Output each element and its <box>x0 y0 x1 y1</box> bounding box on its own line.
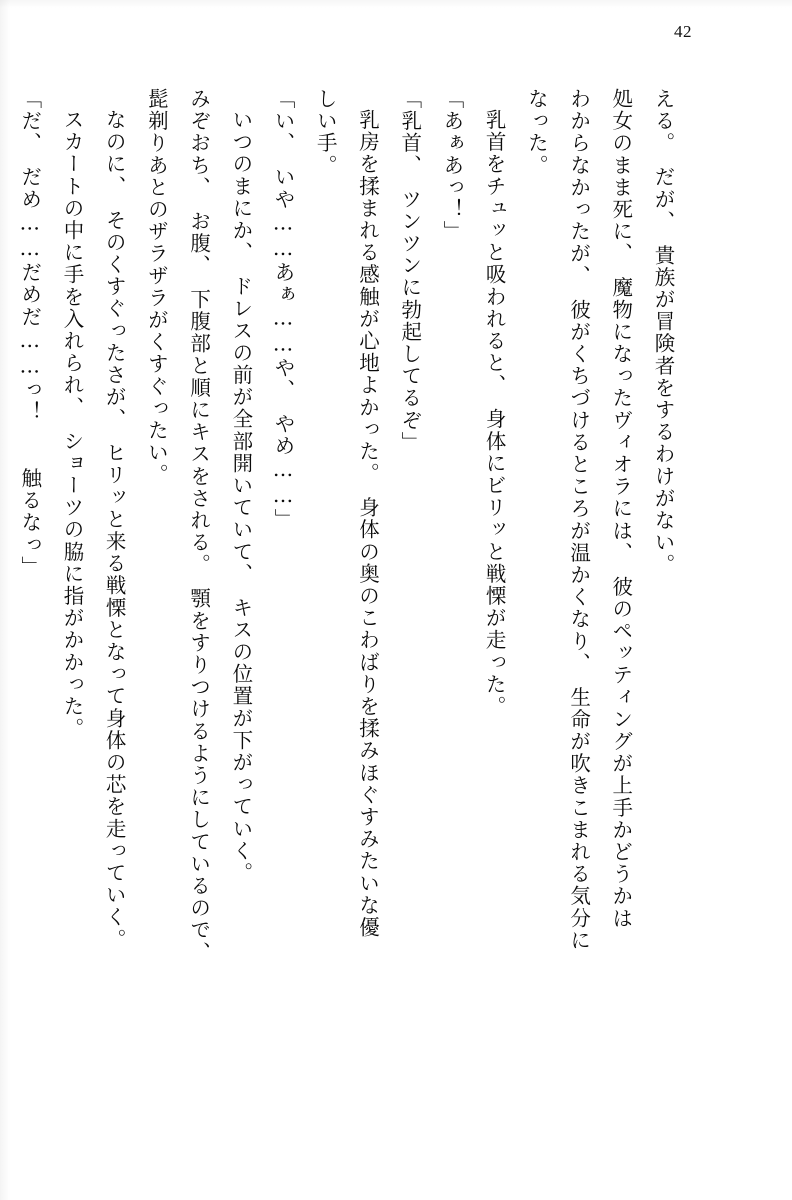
paragraph: わからなかったが、 彼がくちづけるところが温かくなり、 生命が吹きこまれる気分に <box>566 88 591 952</box>
paragraph <box>0 88 9 1146</box>
paragraph: スカートの中に手を入れられ、 ショーツの脇に指がかかった。 <box>59 108 84 740</box>
paragraph: 乳首をチュッと吸われると、 身体にビリッと戦慄が走った。 <box>482 108 507 718</box>
paragraph: 乳房を揉まれる感触が心地よかった。 身体の奥のこわばりを揉みほぐすみたいな優 <box>355 108 380 939</box>
paragraph: 髭剃りあとのザラザラがくすぐったい。 <box>144 88 169 486</box>
paragraph: いつのまにか、 ドレスの前が全部開いていて、 キスの位置が下がっていく。 <box>228 108 253 884</box>
paragraph: える。 だが、 貴族が冒険者をするわけがない。 <box>651 88 675 576</box>
paragraph: 「い、 いや……あぁ……や、 やめ……」 <box>271 88 296 531</box>
page-edge-shadow-top <box>0 0 792 8</box>
paragraph: なのに、 そのくすぐったさが、 ヒリッと来る戦慄となって身体の芯を走っていく。 <box>102 108 127 950</box>
paragraph: 「だ、 だめ……だめだ……っ！ 触るなっ」 <box>17 88 42 578</box>
paragraph: 処女のまま死に、 魔物になったヴィオラには、 彼のペッティングが上手かどうかは <box>608 88 633 930</box>
paragraph: みぞおち、 お腹、 下腹部と順にキスをされる。 顎をすりつけるようにしているので、 <box>186 88 211 964</box>
body-text-vertical <box>17 88 684 1146</box>
page-number: 42 <box>674 22 692 41</box>
paragraph: なった。 <box>524 88 549 177</box>
paragraph: 「乳首、 ツンツンに勃起してるぞ」 <box>397 88 422 454</box>
paragraph: しい手。 <box>313 88 338 177</box>
paragraph: 「あぁあっ！」 <box>439 88 464 243</box>
